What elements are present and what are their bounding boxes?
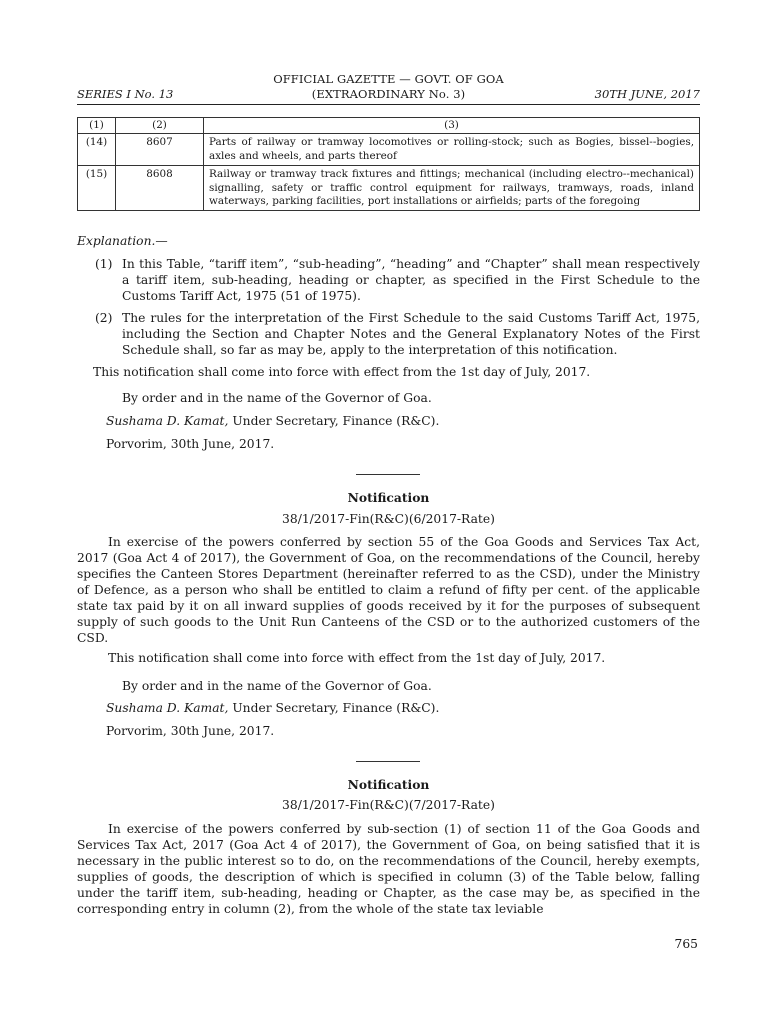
series-number: SERIES I No. 13	[77, 87, 174, 101]
signatory-title: Under Secretary, Finance (R&C).	[228, 701, 440, 715]
column-header-3: (3)	[204, 118, 700, 134]
notification-title: Notification	[347, 777, 430, 792]
signatory-title: Under Secretary, Finance (R&C).	[228, 414, 440, 428]
signatory-name: Sushama D. Kamat,	[106, 414, 229, 428]
explanation-item-1	[95, 256, 700, 304]
page-number: 765	[674, 937, 698, 951]
serial-cell: (14)	[78, 134, 116, 166]
notification-body: In exercise of the powers conferred by section 55 of the Goa Goods and Services Tax Act, 2017 (Goa Act 4 of 2017), the Government of Goa, on the recommendations of the Council, hereby specifies the Canteen Stores Department (hereinafter referred to as the CSD), under the Ministry of Defence, as a person who shall be entitled to claim a refund of fifty per cent. of the applicable state tax paid by it on all inward supplies of goods received by it for the purposes of subsequent supply of such goods to the Unit Run Canteens of the CSD or to the authorized customers of the CSD.	[77, 535, 700, 645]
section-separator	[356, 474, 420, 475]
page-header	[77, 72, 700, 105]
explanation-item-text: In this Table, “tariff item”, “sub-heading”, “heading” and “Chapter” shall mean respectively a tariff item, sub-heading, heading or chapter, as specified in the First Schedule to the Customs Tariff Act, 1975 (51 of 1975).	[122, 257, 700, 303]
notification-body: In exercise of the powers conferred by sub-section (1) of section 11 of the Goa Goods and Services Tax Act, 2017 (Goa Act 4 of 2017), the Government of Goa, on being satisfied that it is necessary in the public interest so to do, on the recommendations of the Council, hereby exempts, supplies of goods, the description of which is specified in column (3) of the Table below, falling under the tariff item, sub-heading, heading or Chapter, as the case may be, as specified in the corresponding entry in column (2), from the whole of the state tax leviable	[77, 822, 700, 916]
issue-date: 30TH JUNE, 2017	[594, 87, 700, 101]
gazette-title-line1: OFFICIAL GAZETTE — GOVT. OF GOA	[273, 72, 504, 86]
notification-title: Notification	[347, 490, 430, 505]
column-header-2: (2)	[116, 118, 204, 134]
heading-cell: 8608	[116, 166, 204, 211]
gazette-title-line2: (EXTRAORDINARY No. 3)	[311, 87, 466, 101]
explanation-heading: Explanation.—	[77, 234, 168, 248]
table-row	[78, 134, 700, 166]
explanation-item-number: (2)	[95, 311, 113, 325]
order-statement: By order and in the name of the Governor of Goa.	[122, 391, 432, 405]
explanation-item-2	[95, 310, 700, 358]
signatory	[106, 413, 439, 429]
serial-cell: (15)	[78, 166, 116, 211]
explanation-item-number: (1)	[95, 257, 113, 271]
explanation-item-text: The rules for the interpretation of the First Schedule to the said Customs Tariff Act, 1975, including the Section and Chapter Notes and the General Explanatory Notes of the First Schedule shall, so far as may be, apply to the interpretation of this notification.	[122, 311, 700, 357]
section-separator	[356, 761, 420, 762]
place-date: Porvorim, 30th June, 2017.	[106, 724, 275, 738]
tariff-table	[77, 117, 700, 211]
place-date: Porvorim, 30th June, 2017.	[106, 437, 275, 451]
effect-statement: This notification shall come into force with effect from the 1st day of July, 2017.	[108, 651, 606, 665]
table-header-row	[78, 118, 700, 134]
order-statement: By order and in the name of the Governor of Goa.	[122, 679, 432, 693]
effect-statement: This notification shall come into force with effect from the 1st day of July, 2017.	[93, 365, 591, 379]
notification-number: 38/1/2017-Fin(R&C)(7/2017-Rate)	[282, 798, 495, 812]
heading-cell: 8607	[116, 134, 204, 166]
notification-number: 38/1/2017-Fin(R&C)(6/2017-Rate)	[282, 512, 495, 526]
description-cell: Parts of railway or tramway locomotives or rolling-stock; such as Bogies, bissel--bogies, axles and wheels, and parts thereof	[204, 134, 700, 166]
column-header-1: (1)	[78, 118, 116, 134]
signatory-name: Sushama D. Kamat,	[106, 701, 229, 715]
table-row	[78, 166, 700, 211]
signatory	[106, 700, 439, 716]
description-cell: Railway or tramway track fixtures and fittings; mechanical (including electro--mechanical) signalling, safety or traffic control equipment for railways, tramways, roads, inland waterways, parking facilities, port installations or airfields; parts of the foregoing	[204, 166, 700, 211]
